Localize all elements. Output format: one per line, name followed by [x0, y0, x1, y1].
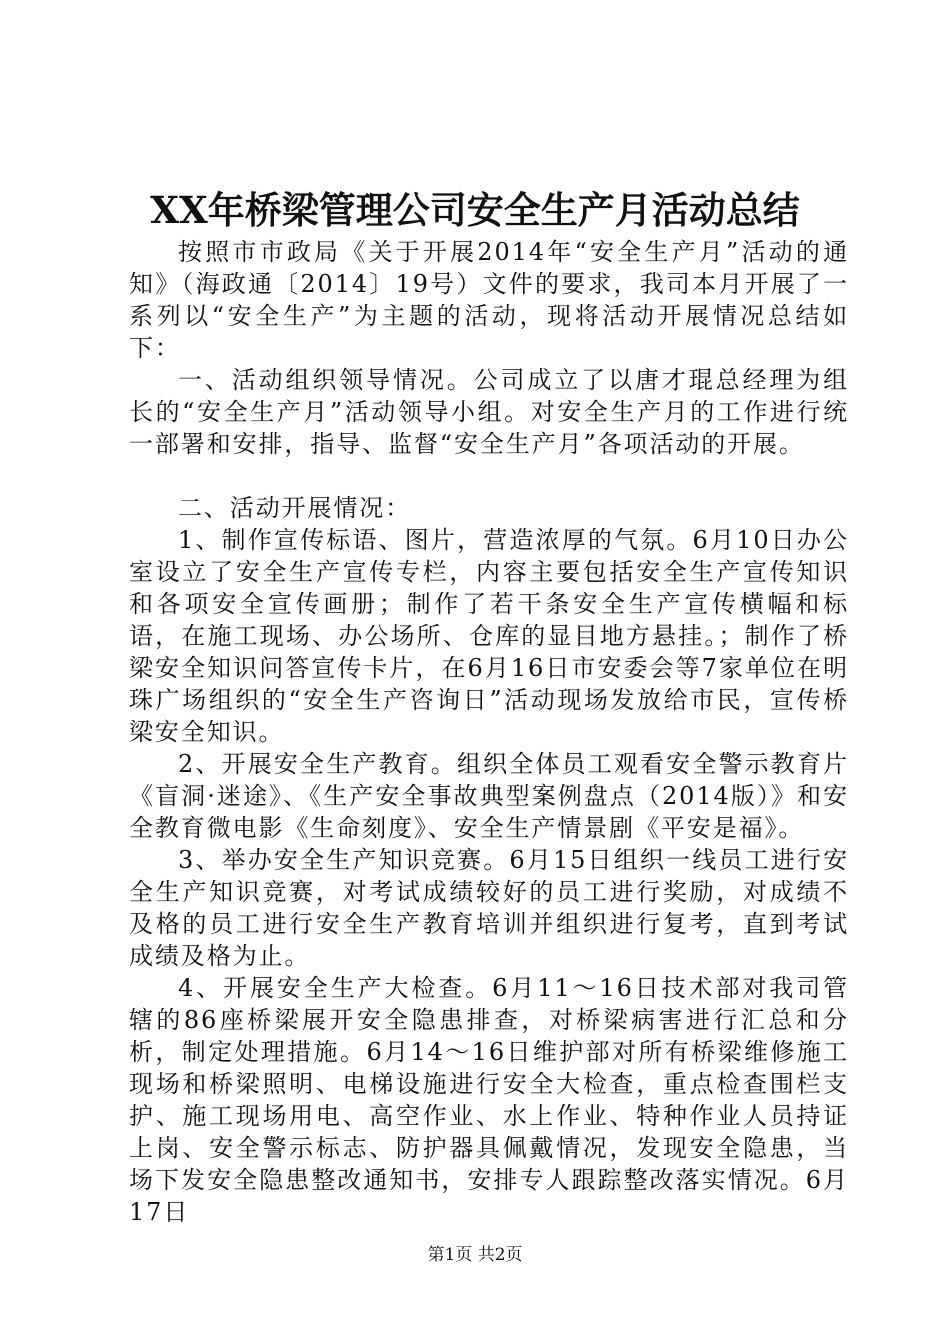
- item-2-paragraph: 2、开展安全生产教育。组织全体员工观看安全警示教育片《盲洞·迷途》、《生产安全事故典型案例盘点（2014版）》和安全教育微电影《生命刻度》、安全生产情景剧《平安是福》。: [129, 750, 849, 842]
- intro-paragraph: 按照市市政局《关于开展2014年“安全生产月”活动的通知》（海政通〔2014〕19号）文件的要求，我司本月开展了一系列以“安全生产”为主题的活动，现将活动开展情况总结如下：: [129, 238, 849, 362]
- section-1-paragraph: 一、活动组织领导情况。公司成立了以唐才琨总经理为组长的“安全生产月”活动领导小组。对安全生产月的工作进行统一部署和安排，指导、监督“安全生产月”各项活动的开展。: [129, 366, 849, 458]
- item-3-paragraph: 3、举办安全生产知识竞赛。6月15日组织一线员工进行安全生产知识竞赛，对考试成绩较好的员工进行奖励，对成绩不及格的员工进行安全生产教育培训并组织进行复考，直到考试成绩及格为止。: [129, 846, 849, 970]
- document-title: XX年桥梁管理公司安全生产月活动总结: [150, 188, 800, 232]
- item-1-paragraph: 1、制作宣传标语、图片，营造浓厚的气氛。6月10日办公室设立了安全生产宣传专栏，内容主要包括安全生产宣传知识和各项安全宣传画册；制作了若干条安全生产宣传横幅和标语，在施工现场、办公场所、仓库的显目地方悬挂。；制作了桥梁安全知识问答宣传卡片，在6月16日市安委会等7家单位在明珠广场组织的“安全生产咨询日”活动现场发放给市民，宣传桥梁安全知识。: [129, 526, 849, 746]
- page-footer: 第1页 共2页: [427, 1245, 523, 1265]
- section-2-heading: 二、活动开展情况：: [178, 494, 412, 522]
- document-body: [129, 236, 849, 1228]
- item-4-paragraph: 4、开展安全生产大检查。6月11～16日技术部对我司管辖的86座桥梁展开安全隐患排查，对桥梁病害进行汇总和分析，制定处理措施。6月14～16日维护部对所有桥梁维修施工现场和桥梁照明、电梯设施进行安全大检查，重点检查围栏支护、施工现场用电、高空作业、水上作业、特种作业人员持证上岗、安全警示标志、防护器具佩戴情况，发现安全隐患，当场下发安全隐患整改通知书，安排专人跟踪整改落实情况。6月17日: [129, 974, 849, 1226]
